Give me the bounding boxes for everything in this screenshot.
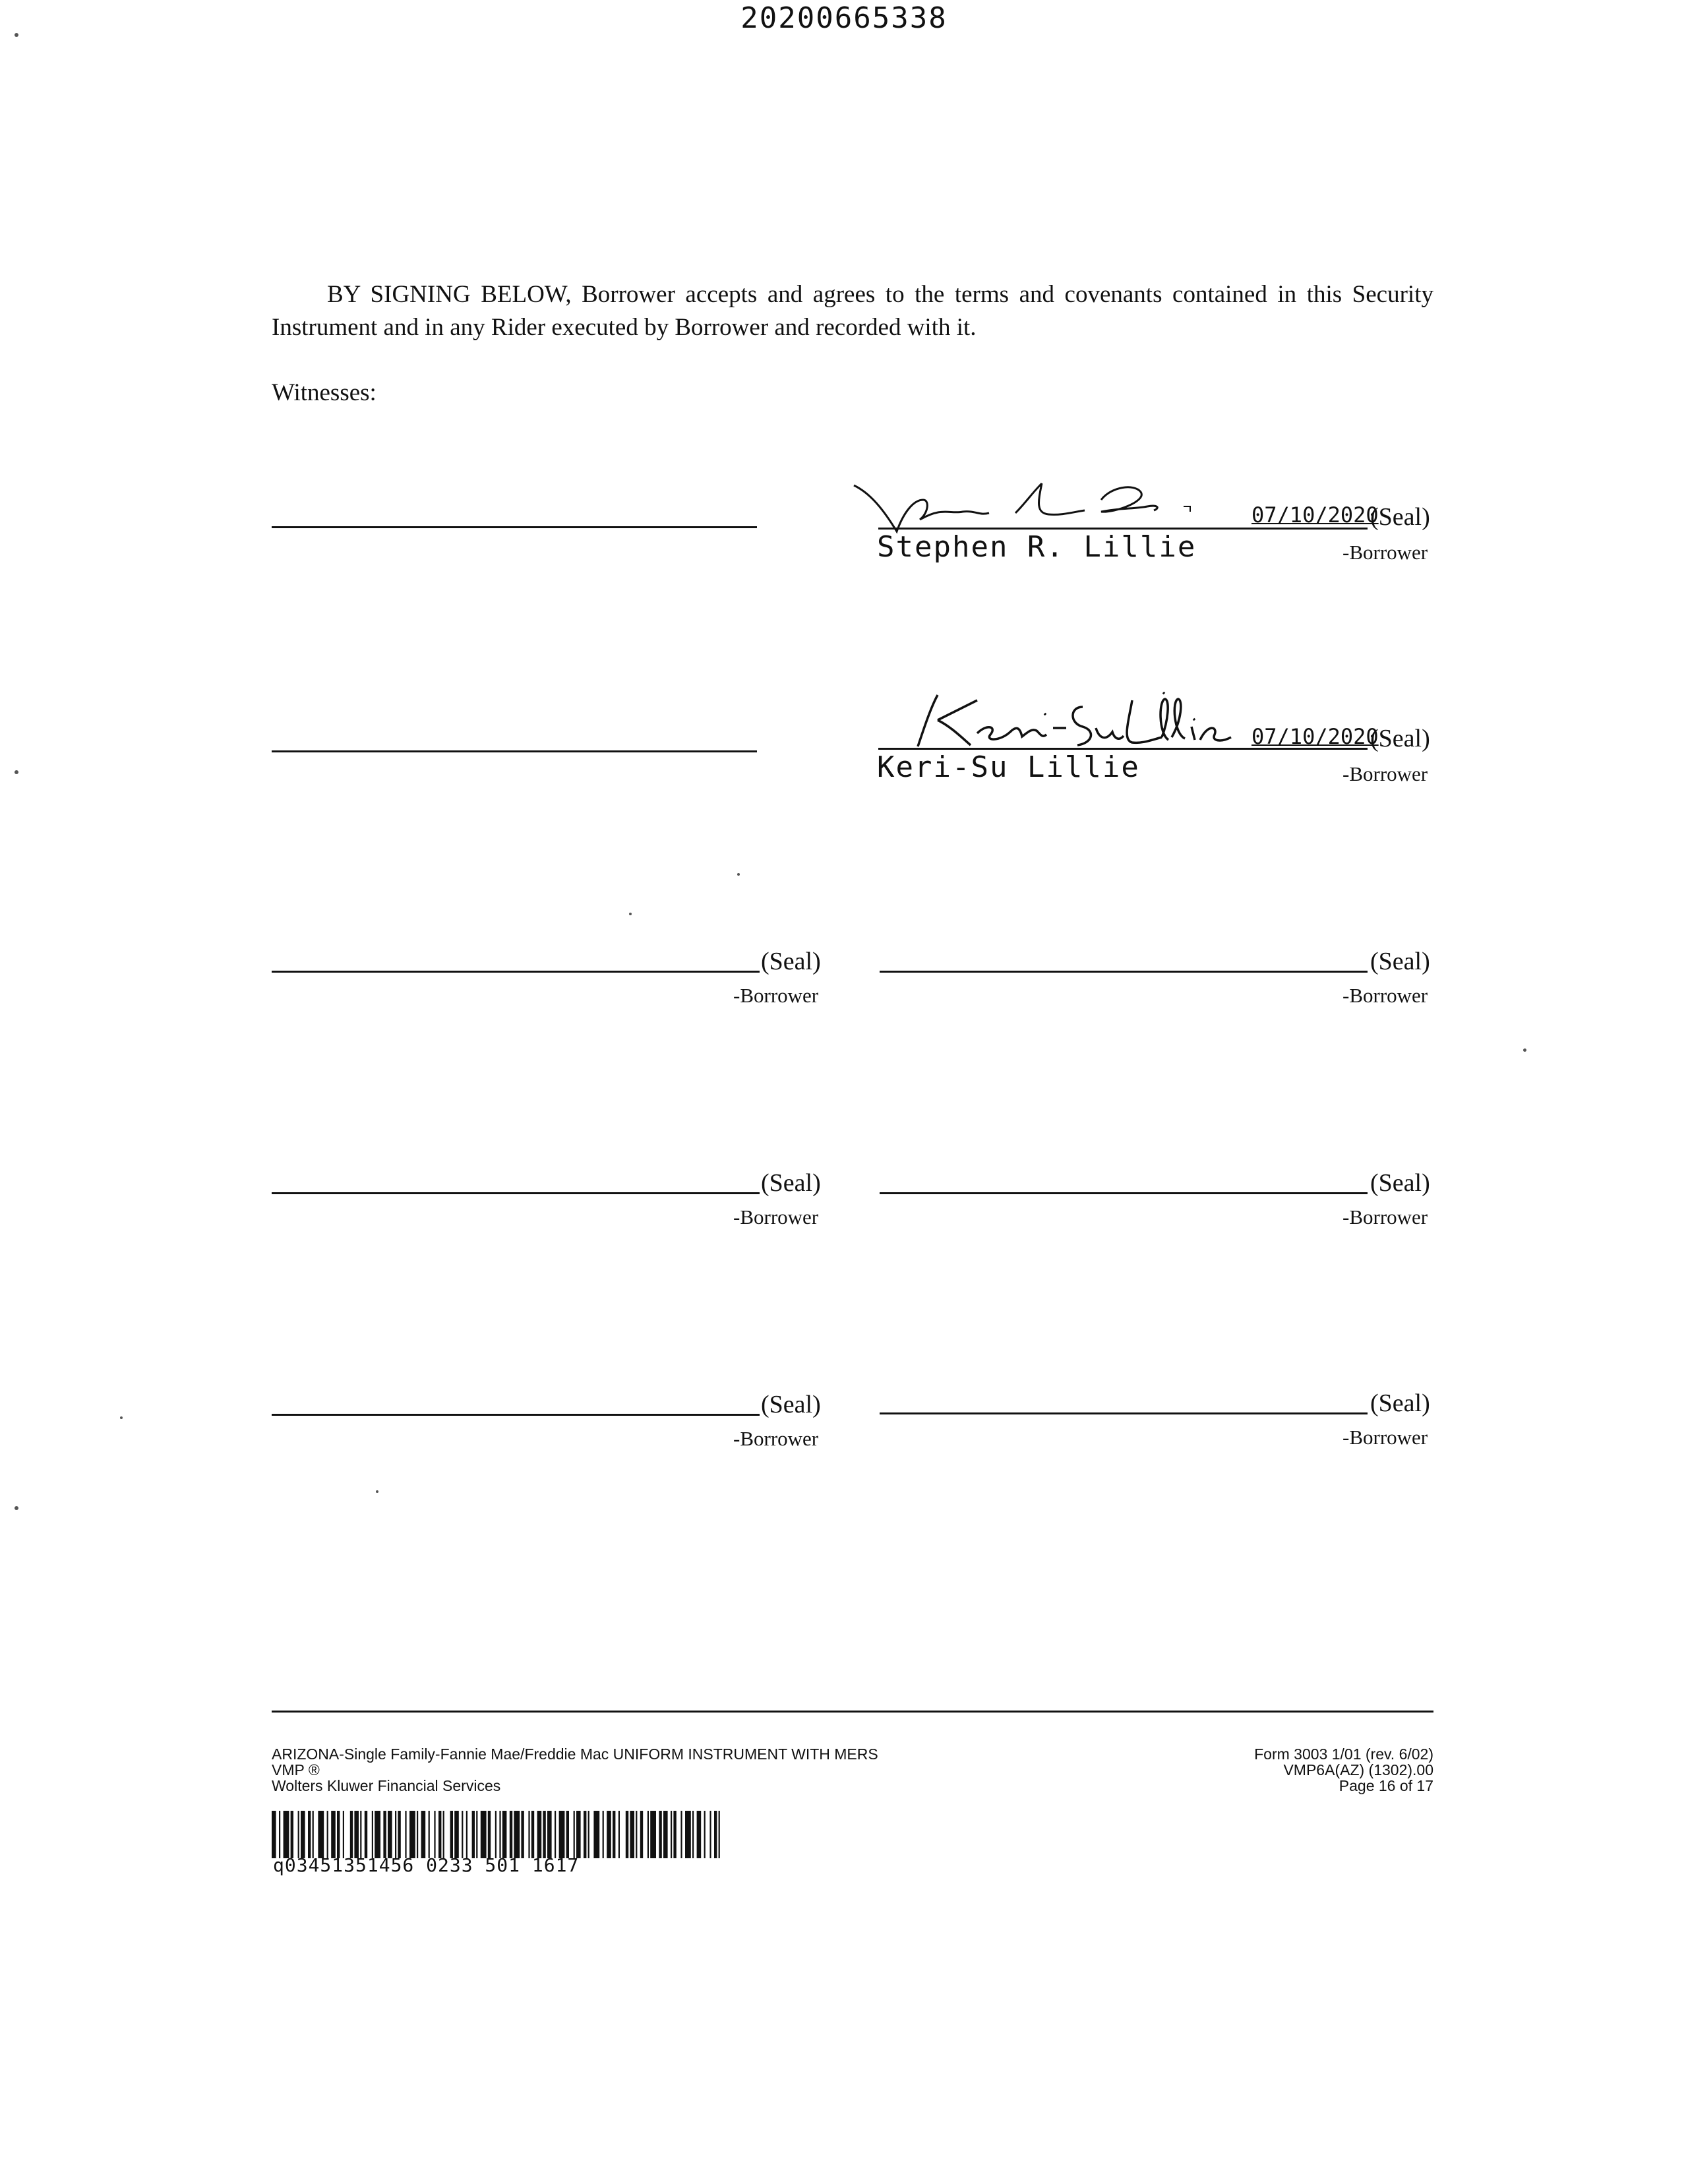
barcode-bar [663,1811,668,1858]
barcode-graphic [272,1811,725,1858]
barcode-bar [613,1811,615,1858]
barcode-bar [421,1811,426,1858]
barcode-bar [375,1811,380,1858]
scan-speck [1523,1048,1526,1052]
barcode-bar [584,1811,586,1858]
barcode-bar [434,1811,435,1858]
footer-form-description [272,1746,878,1794]
witness-signature-line [272,750,757,752]
barcode-bar [697,1811,702,1858]
barcode-bar [291,1811,293,1858]
signer-signature-line [878,528,1368,530]
handwritten-signature-graphic [851,473,1207,539]
scan-speck [15,770,18,774]
footer-left-line1: ARIZONA-Single Family-Fannie Mae/Freddie Mac UNIFORM INSTRUMENT WITH MERS [272,1745,878,1763]
scan-speck [15,1506,18,1510]
signer-typed-name: Stephen R. Lillie [877,530,1197,564]
footer-form-code: VMP6A(AZ) (1302).00 [1283,1761,1433,1778]
barcode-bar [454,1811,459,1858]
barcode-bar [495,1811,497,1858]
barcode-bar [521,1811,524,1858]
barcode-bar [476,1811,477,1858]
barcode-bar [398,1811,400,1858]
barcode-bar [555,1811,556,1858]
barcode-bar [719,1811,720,1858]
scan-speck [15,33,18,37]
footer-rule [272,1711,1433,1713]
barcode-bar [301,1811,305,1858]
footer-form-number: Form 3003 1/01 (rev. 6/02) [1254,1745,1433,1763]
barcode-bar [659,1811,661,1858]
barcode-bar [350,1811,353,1858]
barcode-bar [337,1811,340,1858]
barcode-bar [466,1811,467,1858]
barcode-bar [680,1811,682,1858]
seal-label: (Seal) [1370,1389,1430,1417]
document-number: 20200665338 [740,1,948,35]
borrower-label: -Borrower [1342,1426,1428,1449]
barcode-bar [574,1811,575,1858]
blank-signature-line [272,971,760,973]
barcode-bar [630,1811,634,1858]
barcode-bar [443,1811,444,1858]
barcode-bar [636,1811,637,1858]
barcode-bar [308,1811,311,1858]
barcode-number: q03451351456 0233 501 1617 [273,1854,580,1876]
blank-signature-line [880,1412,1368,1414]
barcode-bar [360,1811,361,1858]
barcode-bar [372,1811,373,1858]
signer-date: 07/10/2020 [1251,724,1379,749]
barcode-bar [648,1811,649,1858]
barcode-bar [417,1811,418,1858]
barcode-bar [531,1811,534,1858]
barcode-bar [488,1811,491,1858]
footer-left-line2: VMP ® [272,1761,320,1778]
scan-speck [376,1490,378,1493]
blank-signature-line [272,1414,760,1416]
seal-label: (Seal) [761,948,821,975]
witness-signature-line [272,526,757,528]
borrower-label: -Borrower [733,1427,819,1450]
scan-speck [629,913,632,915]
signer-typed-name: Keri-Su Lillie [877,750,1140,784]
handwritten-signature-graphic [905,687,1248,753]
signature-stephen [851,473,1207,539]
borrower-label: -Borrower [733,1205,819,1228]
barcode-bar [547,1811,552,1858]
seal-label: (Seal) [1370,948,1430,975]
scan-speck [120,1416,123,1419]
barcode-bar [671,1811,672,1858]
signature-keri-su [905,687,1248,753]
barcode-bar [481,1811,487,1858]
borrower-label: -Borrower [1342,762,1428,785]
barcode-bar [576,1811,581,1858]
barcode-bar [405,1811,406,1858]
borrower-label: -Borrower [1342,541,1428,564]
seal-label: (Seal) [761,1391,821,1418]
barcode-bar [640,1811,643,1858]
barcode-bar [714,1811,717,1858]
seal-label: (Seal) [761,1169,821,1197]
barcode-bar [514,1811,520,1858]
barcode-bar [298,1811,299,1858]
seal-label: (Seal) [1370,1169,1430,1197]
barcode-bar [343,1811,344,1858]
barcode-bar [365,1811,367,1858]
barcode-bar [618,1811,620,1858]
barcode-bar [438,1811,441,1858]
barcode-bar [603,1811,604,1858]
borrower-label: -Borrower [1342,984,1428,1007]
barcode-bar [395,1811,396,1858]
barcode-bar [650,1811,656,1858]
borrower-label: -Borrower [1342,1205,1428,1228]
borrower-label: -Borrower [733,984,819,1007]
signer-date: 07/10/2020 [1251,502,1379,528]
barcode-bar [409,1811,415,1858]
barcode-bar [537,1811,542,1858]
scan-speck [737,873,740,876]
barcode-bar [588,1811,589,1858]
barcode-bar [709,1811,711,1858]
barcode-bar [528,1811,529,1858]
barcode-bar [685,1811,691,1858]
barcode-bar [272,1811,276,1858]
footer-page-number: Page 16 of 17 [1339,1777,1433,1794]
signing-statement-text: BY SIGNING BELOW, Borrower accepts and agrees to the terms and covenants contained in this Security Instrument and in any Rider executed by Borrower and recorded with it. [272,281,1433,341]
barcode-bar [388,1811,392,1858]
barcode-bar [383,1811,386,1858]
blank-signature-line [272,1192,760,1194]
barcode-bar [607,1811,611,1858]
barcode-bar [502,1811,507,1858]
barcode-bar [543,1811,545,1858]
barcode-bar [331,1811,336,1858]
footer-form-info [1104,1746,1433,1794]
barcode-bar [429,1811,430,1858]
barcode-bar [510,1811,512,1858]
barcode-bar [327,1811,328,1858]
barcode-bar [313,1811,314,1858]
barcode-bar [593,1811,599,1858]
blank-signature-line [880,1192,1368,1194]
barcode-bar [704,1811,706,1858]
witnesses-label: Witnesses: [272,379,377,406]
barcode-bar [566,1811,569,1858]
barcode-bar [354,1811,359,1858]
footer-left-line3: Wolters Kluwer Financial Services [272,1777,501,1794]
barcode-bar [462,1811,463,1858]
barcode-bar [472,1811,475,1858]
barcode-bar [626,1811,628,1858]
barcode-bar [673,1811,676,1858]
barcode-bar [559,1811,565,1858]
signing-statement [272,278,1433,344]
barcode-bar [284,1811,289,1858]
barcode-bar [450,1811,453,1858]
barcode-bar [279,1811,280,1858]
barcode-bar [499,1811,500,1858]
blank-signature-line [880,971,1368,973]
seal-label: (Seal) [1370,503,1430,531]
barcode-bar [692,1811,694,1858]
seal-label: (Seal) [1370,725,1430,752]
barcode-bar [318,1811,324,1858]
